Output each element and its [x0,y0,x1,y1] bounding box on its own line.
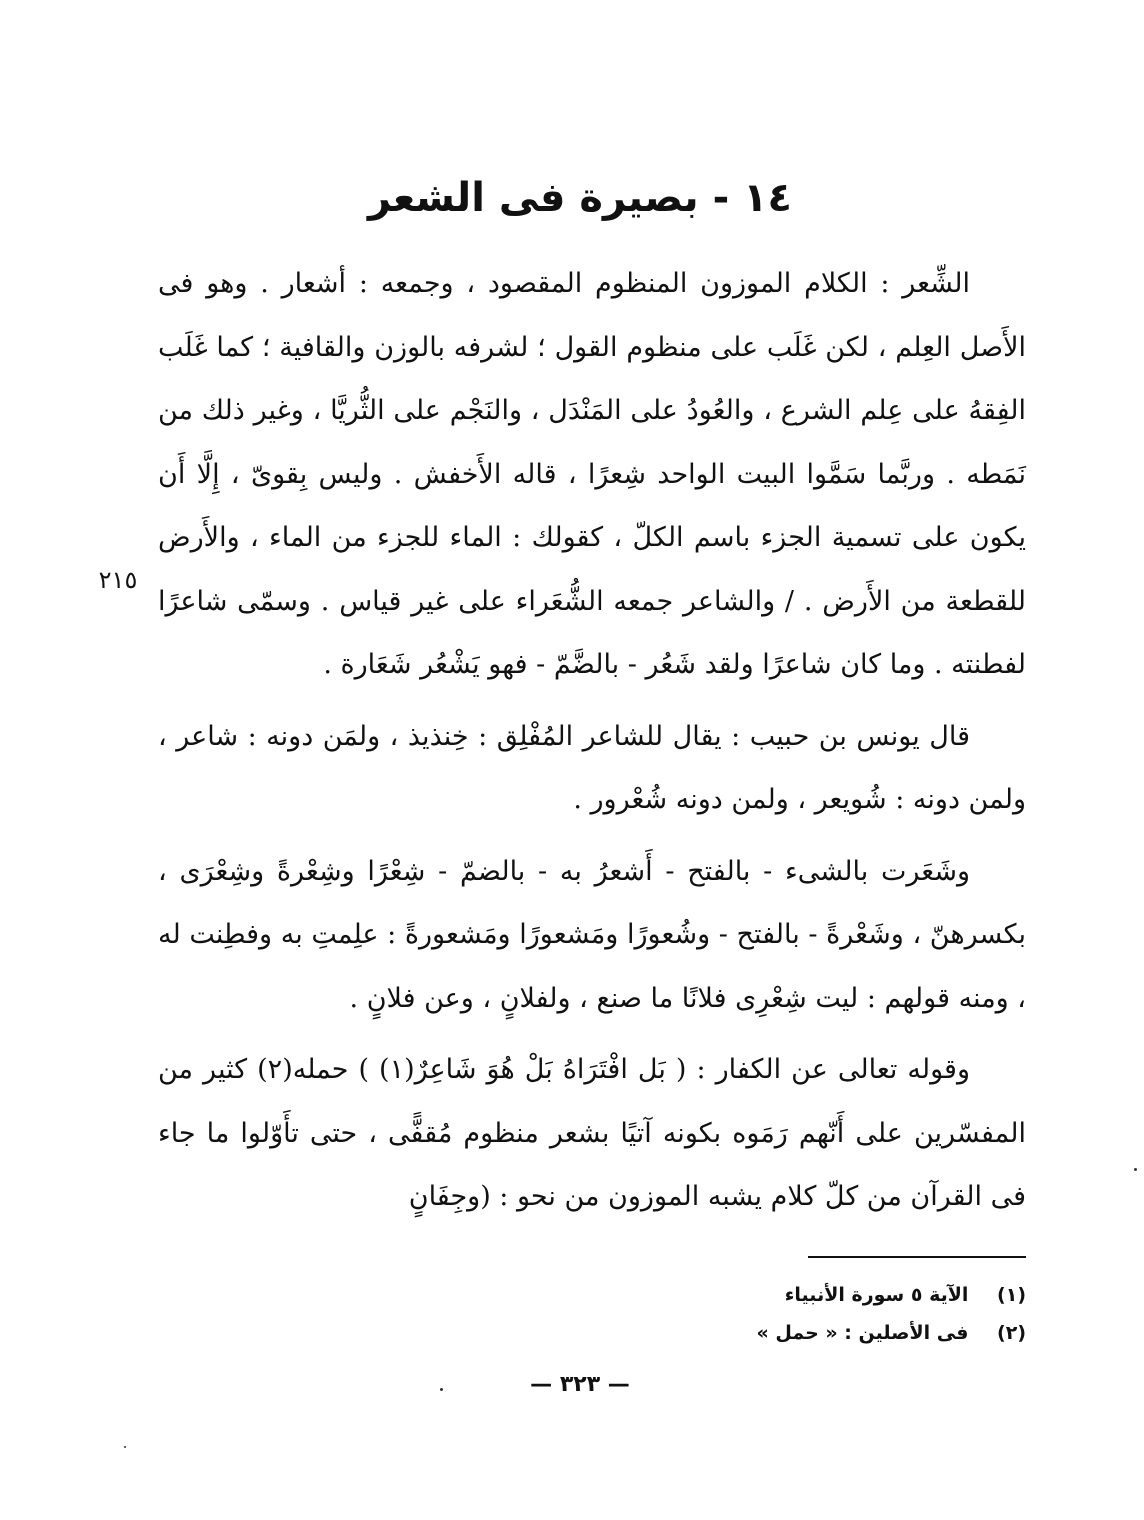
footnote-number: (١) [997,1284,1026,1306]
paragraph-3: وشَعَرت بالشىء - بالفتح - أَشعرُ به - بالضمّ - شِعْرًا وشِعْرةً وشِعْرَى ، بكسرهنّ ، وشَعْرةً - بالفتح - وشُعورًا ومَشعورًا ومَشعورةً : علِمتِ به وفطِنت له ، ومنه قولهم : ليت شِعْرِى فلانًا ما صنع ، ولفلانٍ ، وعن فلانٍ . [158,855,1026,1014]
paragraph-1: الشِّعر : الكلام الموزون المنظوم المقصود ، وجمعه : أشعار . وهو فى الأَصل العِلم ، لكن غَلَب على منظوم القول ؛ لشرفه بالوزن والقافية ؛ كما غَلَب الفِقهُ على عِلم الشرع ، والعُودُ على المَنْدَل ، والنَجْم على الثُّريَّا ، وغير ذلك من نَمَطه . وربَّما سَمَّوا البيت الواحد شِعرًا ، قاله الأَخفش . وليس بِقوىّ ، إِلَّا أَن يكون على تسمية الجزء باسم الكلّ ، كقولك : الماء للجزء من الماء ، والأَرض للقطعة من الأَرض . / والشاعر جمعه الشُّعَراء على غير قياس . وسمّى شاعرًا لفطنته . وما كان شاعرًا ولقد شَعُر - بالضَّمّ - فهو يَشْعُر شَعَارة . [158,268,1026,680]
footnote-2 [426,1314,1026,1352]
margin-reference-number: ٢١٥ [98,566,138,594]
scan-speck [1134,1168,1137,1171]
paragraph-4: وقوله تعالى عن الكفار : ( بَل افْتَرَاهُ بَلْ هُوَ شَاعِرٌ(١) ) حمله(٢) كثير من المفسّرين على أَنّهم رَمَوه بكونه آتيًا بشعر منظوم مُقفًّى ، حتى تأَوّلوا ما جاء فى القرآن من كلّ كلام يشبه الموزون من نحو : (وجِفَانٍ [158,1054,1026,1212]
paragraph-2: قال يونس بن حبيب : يقال للشاعر المُفْلِق : خِنذيذ ، ولمَن دونه : شاعر ، ولمن دونه : شُويعر ، ولمن دونه شُعْرور . [158,720,1026,815]
body-text [158,252,1026,1229]
footnote-separator [808,1256,1026,1258]
footnotes [426,1276,1026,1352]
footnote-number: (٢) [997,1322,1026,1344]
scan-speck [440,1388,443,1391]
footnote-text: فى الأصلين : « حمل » [756,1322,969,1344]
chapter-title: ١٤ - بصيرة فى الشعر [368,175,792,221]
page-number: — ٣٢٣ — [530,1372,630,1397]
scan-speck [124,1446,126,1448]
footnote-1 [426,1276,1026,1314]
footnote-text: الآية ٥ سورة الأنبياء [784,1284,969,1306]
